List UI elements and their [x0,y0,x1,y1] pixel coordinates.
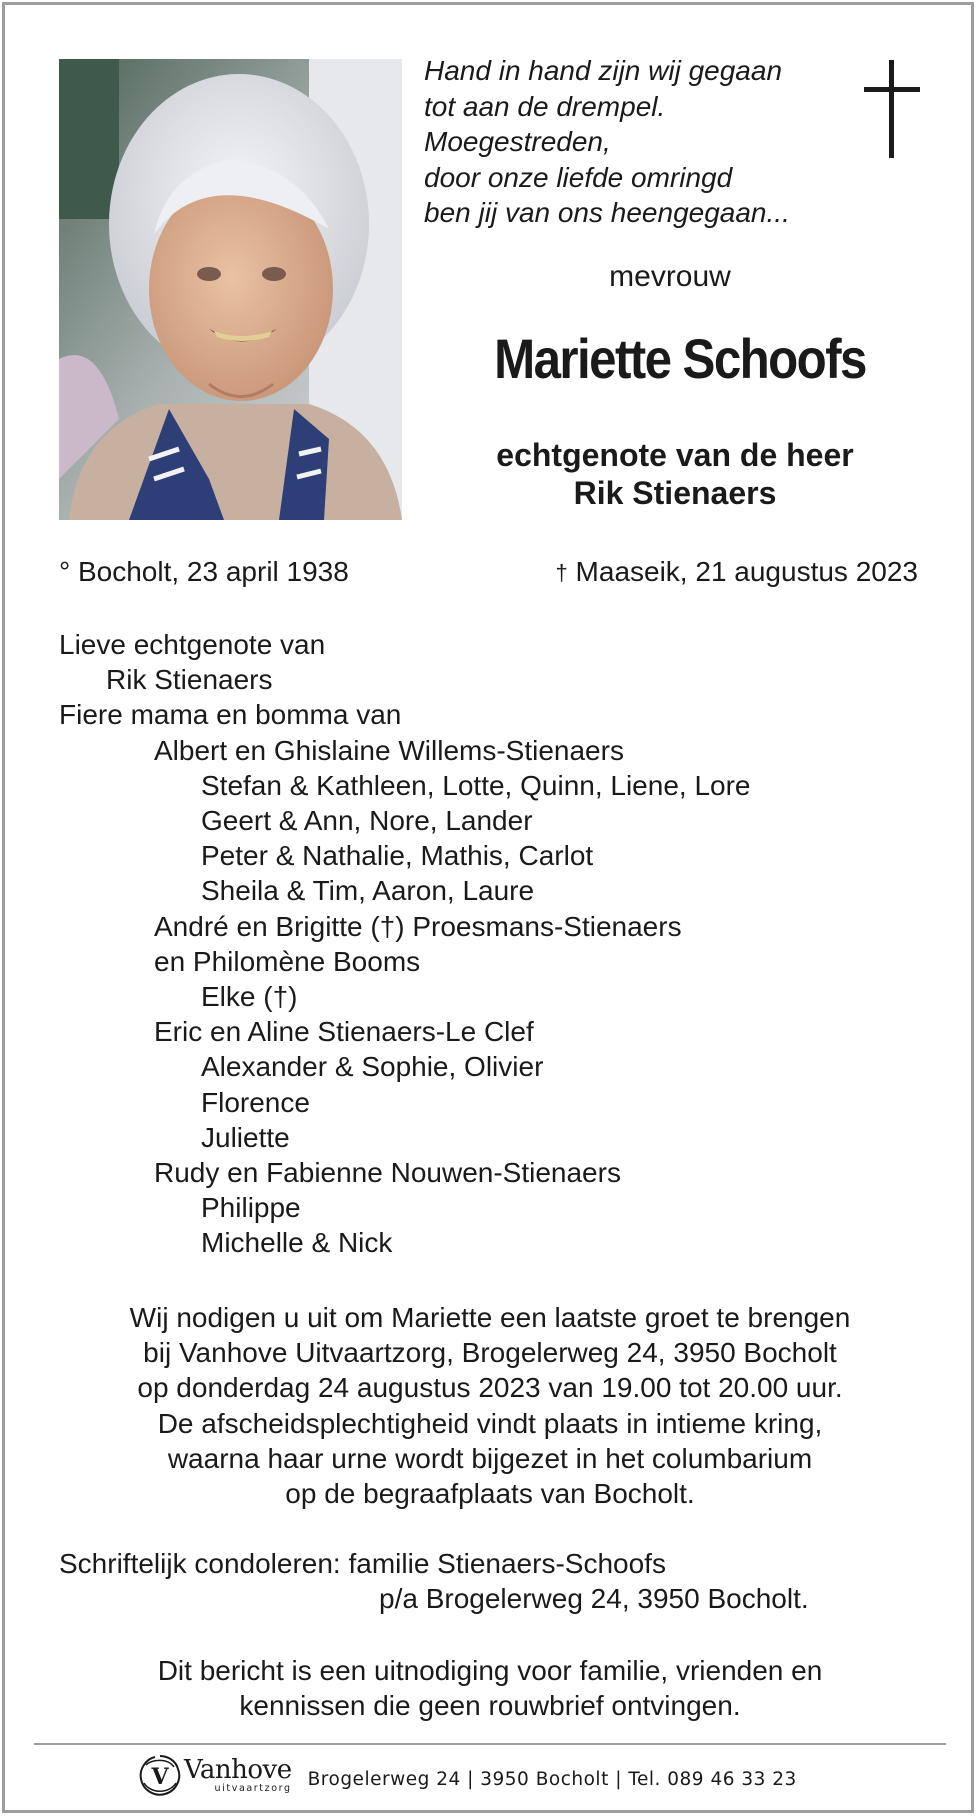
logo-subtitle: uitvaartzorg [214,1782,292,1794]
family-line: Stefan & Kathleen, Lotte, Quinn, Liene, Lore [201,769,751,801]
family-line: Albert en Ghislaine Willems-Stienaers [154,734,624,766]
invitation-text [40,1300,940,1511]
family-list [59,627,751,1261]
invitation-line: op de begraafplaats van Bocholt. [285,1478,695,1510]
spouse-line: echtgenote van de heer [496,437,854,473]
invitation-line: op donderdag 24 augustus 2023 van 19.00 tot 20.00 uur. [137,1372,843,1404]
spouse-name: Rik Stienaers [573,475,777,511]
family-line: Elke (†) [201,981,298,1013]
spouse-info [420,436,930,512]
poem-line: ben jij van ons heengegaan... [424,197,790,228]
invitation-line: De afscheidsplechtigheid vindt plaats in intieme kring, [157,1407,823,1439]
condolence-address: p/a Brogelerweg 24, 3950 Bocholt. [379,1583,809,1615]
family-line: Peter & Nathalie, Mathis, Carlot [201,840,594,872]
family-line: Michelle & Nick [201,1227,393,1259]
family-line: Florence [201,1086,310,1118]
footer [138,1750,797,1800]
vanhove-logo [138,1753,292,1797]
poem-line: door onze liefde omringd [424,161,733,193]
family-line: Lieve echtgenote van [59,629,326,660]
honorific: mevrouw [609,260,731,293]
family-line: Fiere mama en bomma van [59,699,402,731]
family-line: en Philomène Booms [154,945,421,977]
footer-divider [34,1743,946,1745]
invitation-line: waarna haar urne wordt bijgezet in het columbarium [167,1442,813,1474]
family-line: Sheila & Tim, Aaron, Laure [201,875,535,907]
poem [424,53,790,231]
death-text: Maaseik, 21 augustus 2023 [575,556,918,587]
family-line: Juliette [201,1121,290,1153]
family-line: Rudy en Fabienne Nouwen-Stienaers [154,1157,621,1189]
invitation-line: bij Vanhove Uitvaartzorg, Brogelerweg 24, 3950 Bocholt [143,1337,837,1369]
logo-name: Vanhove [184,1754,292,1785]
condolence-line: Schriftelijk condoleren: familie Stienaers-Schoofs [59,1548,666,1579]
family-line: André en Brigitte (†) Proesmans-Stienaers [154,910,682,942]
svg-text:V: V [151,1764,169,1790]
poem-line: tot aan de drempel. [424,90,666,122]
notice-line: kennissen die geen rouwbrief ontvingen. [239,1690,741,1722]
family-line: Alexander & Sophie, Olivier [201,1051,544,1083]
birth-info: ° Bocholt, 23 april 1938 [59,556,349,587]
family-line: Eric en Aline Stienaers-Le Clef [154,1016,534,1048]
portrait-photo [59,59,402,520]
invitation-line: Wij nodigen u uit om Mariette een laatste groet te brengen [129,1302,851,1333]
notice-line: Dit bericht is een uitnodiging voor familie, vrienden en [157,1655,823,1686]
cross-icon [864,60,920,163]
death-info [556,556,918,588]
poem-line: Moegestreden, [424,126,611,157]
family-line: Geert & Ann, Nore, Lander [201,805,533,837]
family-line: Rik Stienaers [106,664,273,696]
poem-line: Hand in hand zijn wij gegaan [424,55,783,86]
logo-mark-icon [138,1753,182,1797]
condolence-info [59,1546,809,1616]
notice-text [40,1653,940,1723]
footer-address: Brogelerweg 24 | 3950 Bocholt | Tel. 089 46 33 23 [307,1768,797,1790]
deceased-name: Mariette Schoofs [494,327,866,390]
dagger-icon: † [555,560,568,585]
family-line: Philippe [201,1192,301,1224]
